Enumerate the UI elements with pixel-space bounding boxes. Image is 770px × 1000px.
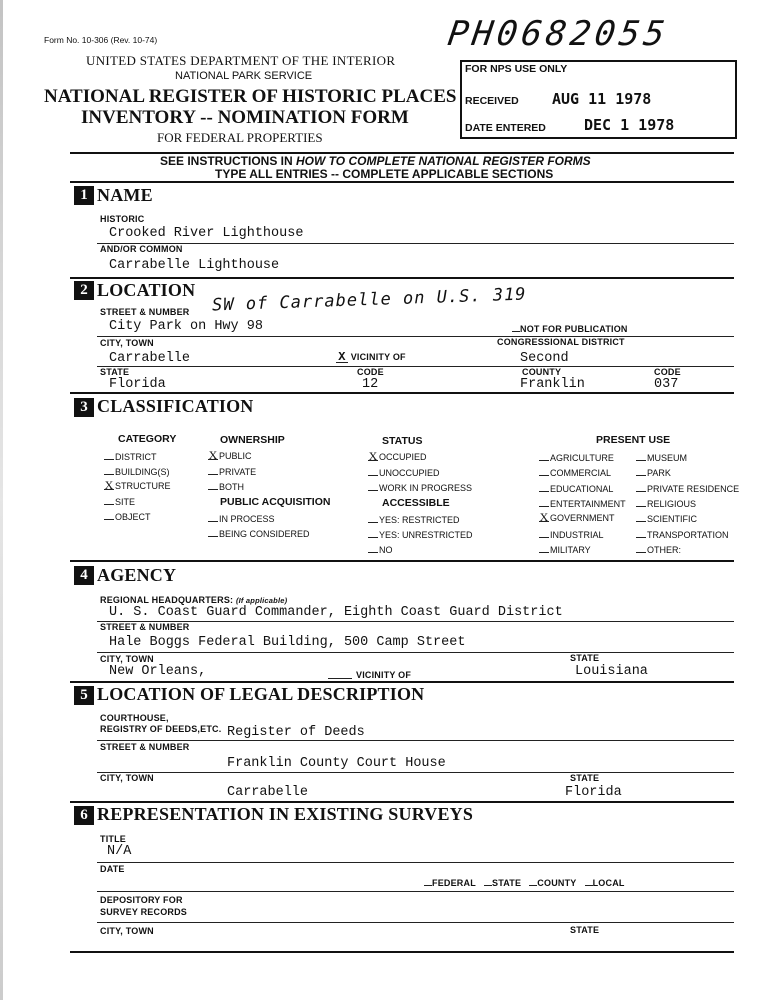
accessible-option	[368, 529, 473, 540]
state-label: STATE	[100, 367, 130, 377]
option-label: STRUCTURE	[115, 481, 171, 491]
section-5-title: LOCATION OF LEGAL DESCRIPTION	[97, 684, 425, 704]
section-3-title: CLASSIFICATION	[97, 396, 254, 416]
checkbox-mark	[104, 451, 114, 460]
option-label: OCCUPIED	[379, 452, 427, 462]
street-label: STREET & NUMBER	[100, 307, 190, 317]
present-use-header: PRESENT USE	[596, 434, 671, 446]
present2-option	[636, 452, 687, 463]
instructions-rule	[70, 181, 734, 183]
agency-street-value: Hale Boggs Federal Building, 500 Camp Street	[109, 635, 466, 650]
ownership-option	[208, 448, 252, 462]
category-option	[104, 478, 171, 492]
regional-hq-value: U. S. Coast Guard Commander, Eighth Coast Guard District	[109, 605, 563, 620]
instructions-line-1: SEE INSTRUCTIONS IN HOW TO COMPLETE NATIONAL REGISTER FORMS	[160, 154, 591, 168]
section-6-title: REPRESENTATION IN EXISTING SURVEYS	[97, 804, 474, 824]
accessible-option	[368, 514, 460, 525]
state-value: Florida	[109, 377, 166, 392]
option-label: PUBLIC	[219, 451, 252, 461]
option-label: NO	[379, 545, 393, 555]
section-2-title: LOCATION	[97, 280, 196, 300]
checkbox-mark	[636, 544, 646, 553]
option-label: TRANSPORTATION	[647, 529, 729, 540]
present1-option	[539, 544, 591, 555]
handwritten-id: PH0682055	[445, 14, 672, 54]
checkbox-mark	[208, 513, 218, 522]
nps-box-title: FOR NPS USE ONLY	[465, 63, 568, 75]
option-label: SITE	[115, 497, 136, 507]
present2-option	[636, 498, 696, 509]
checkbox-mark	[539, 467, 549, 476]
option-label: IN PROCESS	[219, 514, 275, 524]
checkbox-mark: X	[104, 478, 114, 492]
code2-value: 037	[654, 377, 679, 392]
legal-state-value: Florida	[565, 785, 622, 800]
ownership-header: OWNERSHIP	[220, 434, 285, 446]
option-label: BUILDING(S)	[115, 467, 170, 477]
accessible-header: ACCESSIBLE	[382, 497, 450, 509]
survey-city-label: CITY, TOWN	[100, 926, 154, 936]
vicinity-field: X VICINITY OF	[336, 352, 406, 363]
checkbox-mark	[368, 482, 378, 491]
checkbox-mark	[636, 483, 646, 492]
checkbox-mark	[636, 452, 646, 461]
checkbox-mark: X	[539, 510, 549, 525]
department-name: UNITED STATES DEPARTMENT OF THE INTERIOR	[86, 53, 396, 68]
checkbox-mark	[368, 529, 378, 538]
present1-option	[539, 483, 613, 494]
checkbox-mark: X	[208, 448, 218, 462]
city-label: CITY, TOWN	[100, 338, 154, 348]
checkbox-mark	[539, 529, 549, 538]
option-label: COMMERCIAL	[550, 468, 612, 479]
agency-city-value: New Orleans,	[109, 664, 207, 679]
present1-option	[539, 467, 611, 478]
section-6-number: 6	[74, 806, 94, 825]
checkbox-mark	[636, 529, 646, 538]
courthouse-label-2: REGISTRY OF DEEDS,ETC.	[100, 724, 222, 734]
checkbox-mark	[208, 528, 218, 537]
option-label: EDUCATIONAL	[550, 483, 614, 494]
legal-street-label: STREET & NUMBER	[100, 742, 190, 752]
checkbox-mark	[104, 496, 114, 505]
accessible-option	[368, 544, 393, 555]
section-5-number: 5	[74, 686, 94, 705]
acquisition-header: PUBLIC ACQUISITION	[220, 496, 331, 508]
ownership-option	[208, 466, 256, 477]
survey-title-label: TITLE	[100, 834, 126, 844]
street-value: City Park on Hwy 98	[109, 319, 263, 334]
historic-value: Crooked River Lighthouse	[109, 226, 304, 241]
service-name: NATIONAL PARK SERVICE	[175, 70, 313, 82]
nps-use-box	[460, 60, 737, 139]
depository-label-1: DEPOSITORY FOR	[100, 895, 183, 905]
section-1-number: 1	[74, 186, 94, 205]
category-option	[104, 511, 151, 522]
survey-date-label: DATE	[100, 864, 125, 874]
checkbox-mark	[368, 544, 378, 553]
present2-option	[636, 513, 697, 524]
code2-label: CODE	[654, 367, 681, 377]
present2-option	[636, 483, 739, 494]
option-label: WORK IN PROGRESS	[379, 483, 473, 493]
status-header: STATUS	[382, 435, 423, 447]
form-title-1: NATIONAL REGISTER OF HISTORIC PLACES	[44, 86, 457, 107]
category-option	[104, 496, 135, 507]
present1-option	[539, 498, 626, 509]
form-title-2: INVENTORY -- NOMINATION FORM	[81, 107, 409, 128]
legal-street-value: Franklin County Court House	[227, 756, 446, 771]
agency-state-label: STATE	[570, 653, 600, 663]
status-option	[368, 482, 472, 493]
date-entered-stamp: DEC 1 1978	[584, 116, 675, 134]
section-2-number: 2	[74, 281, 94, 300]
legal-state-label: STATE	[570, 773, 600, 783]
agency-vicinity-field: VICINITY OF	[328, 670, 411, 680]
checkbox-mark	[104, 511, 114, 520]
checkbox-mark	[208, 481, 218, 490]
depository-label-2: SURVEY RECORDS	[100, 907, 187, 917]
option-label: OTHER:	[647, 544, 682, 555]
form-number: Form No. 10-306 (Rev. 10-74)	[44, 35, 158, 45]
option-label: MILITARY	[550, 544, 591, 555]
checkbox-mark	[539, 483, 549, 492]
checkbox-mark	[539, 544, 549, 553]
courthouse-value: Register of Deeds	[227, 725, 365, 740]
present1-option	[539, 510, 615, 525]
option-label: RELIGIOUS	[647, 498, 697, 509]
option-label: PRIVATE	[219, 467, 257, 477]
present1-option	[539, 452, 614, 463]
legal-city-label: CITY, TOWN	[100, 773, 154, 783]
agency-street-label: STREET & NUMBER	[100, 622, 190, 632]
received-stamp: AUG 11 1978	[552, 90, 652, 108]
option-label: PRIVATE RESIDENCE	[647, 483, 740, 494]
common-label: AND/OR COMMON	[100, 244, 183, 254]
present2-option	[636, 529, 729, 540]
congressional-value: Second	[520, 351, 569, 366]
section-4-number: 4	[74, 566, 94, 585]
checkbox-mark	[104, 466, 114, 475]
common-value: Carrabelle Lighthouse	[109, 258, 280, 273]
date-entered-label: DATE ENTERED	[465, 122, 546, 134]
scan-edge	[0, 0, 3, 1000]
county-value: Franklin	[520, 377, 585, 392]
checkbox-mark	[636, 513, 646, 522]
legal-city-value: Carrabelle	[227, 785, 309, 800]
checkbox-mark: X	[368, 449, 378, 463]
option-label: AGRICULTURE	[550, 453, 614, 463]
regional-hq-label: REGIONAL HEADQUARTERS: (If applicable)	[100, 595, 288, 605]
county-label: COUNTY	[522, 367, 562, 377]
option-label: UNOCCUPIED	[379, 468, 440, 478]
checkbox-mark	[636, 467, 646, 476]
survey-title-value: N/A	[107, 844, 132, 859]
city-value: Carrabelle	[109, 351, 191, 366]
option-label: SCIENTIFIC	[647, 514, 698, 525]
section-1-title: NAME	[97, 185, 153, 205]
survey-level-options: FEDERAL STATE COUNTY LOCAL	[424, 878, 625, 888]
present2-option	[636, 544, 681, 555]
option-label: OBJECT	[115, 512, 151, 522]
agency-city-label: CITY, TOWN	[100, 654, 154, 664]
category-header: CATEGORY	[118, 433, 177, 445]
option-label: YES: RESTRICTED	[379, 515, 460, 525]
checkbox-mark	[539, 498, 549, 507]
acquisition-option	[208, 513, 275, 524]
agency-state-value: Louisiana	[575, 664, 648, 679]
option-label: DISTRICT	[115, 452, 157, 462]
option-label: YES: UNRESTRICTED	[379, 530, 473, 540]
code-value: 12	[362, 377, 379, 392]
checkbox-mark	[368, 514, 378, 523]
section-4-title: AGENCY	[97, 565, 177, 585]
checkbox-mark	[208, 466, 218, 475]
historic-label: HISTORIC	[100, 214, 145, 224]
option-label: PARK	[647, 468, 671, 479]
not-for-publication: NOT FOR PUBLICATION	[512, 324, 628, 334]
present1-option	[539, 529, 604, 540]
checkbox-mark	[539, 452, 549, 461]
option-label: GOVERNMENT	[550, 513, 615, 524]
checkbox-mark	[636, 498, 646, 507]
status-option	[368, 449, 427, 463]
received-label: RECEIVED	[465, 95, 519, 107]
option-label: BOTH	[219, 482, 245, 492]
present2-option	[636, 467, 671, 478]
ownership-option	[208, 481, 244, 492]
handwritten-location-note: SW of Carrabelle on U.S. 319	[211, 284, 527, 316]
acquisition-option	[208, 528, 310, 539]
instructions-line-2: TYPE ALL ENTRIES -- COMPLETE APPLICABLE SECTIONS	[215, 167, 554, 181]
option-label: MUSEUM	[647, 453, 687, 463]
survey-state-label: STATE	[570, 925, 600, 935]
form-subtitle: FOR FEDERAL PROPERTIES	[157, 130, 323, 145]
section-3-number: 3	[74, 398, 94, 417]
checkbox-mark	[368, 467, 378, 476]
status-option	[368, 467, 440, 478]
option-label: INDUSTRIAL	[550, 529, 604, 540]
option-label: ENTERTAINMENT	[550, 498, 626, 509]
courthouse-label-1: COURTHOUSE,	[100, 713, 169, 723]
code-label: CODE	[357, 367, 384, 377]
congressional-label: CONGRESSIONAL DISTRICT	[497, 337, 625, 347]
category-option	[104, 451, 157, 462]
category-option	[104, 466, 170, 477]
option-label: BEING CONSIDERED	[219, 529, 310, 539]
